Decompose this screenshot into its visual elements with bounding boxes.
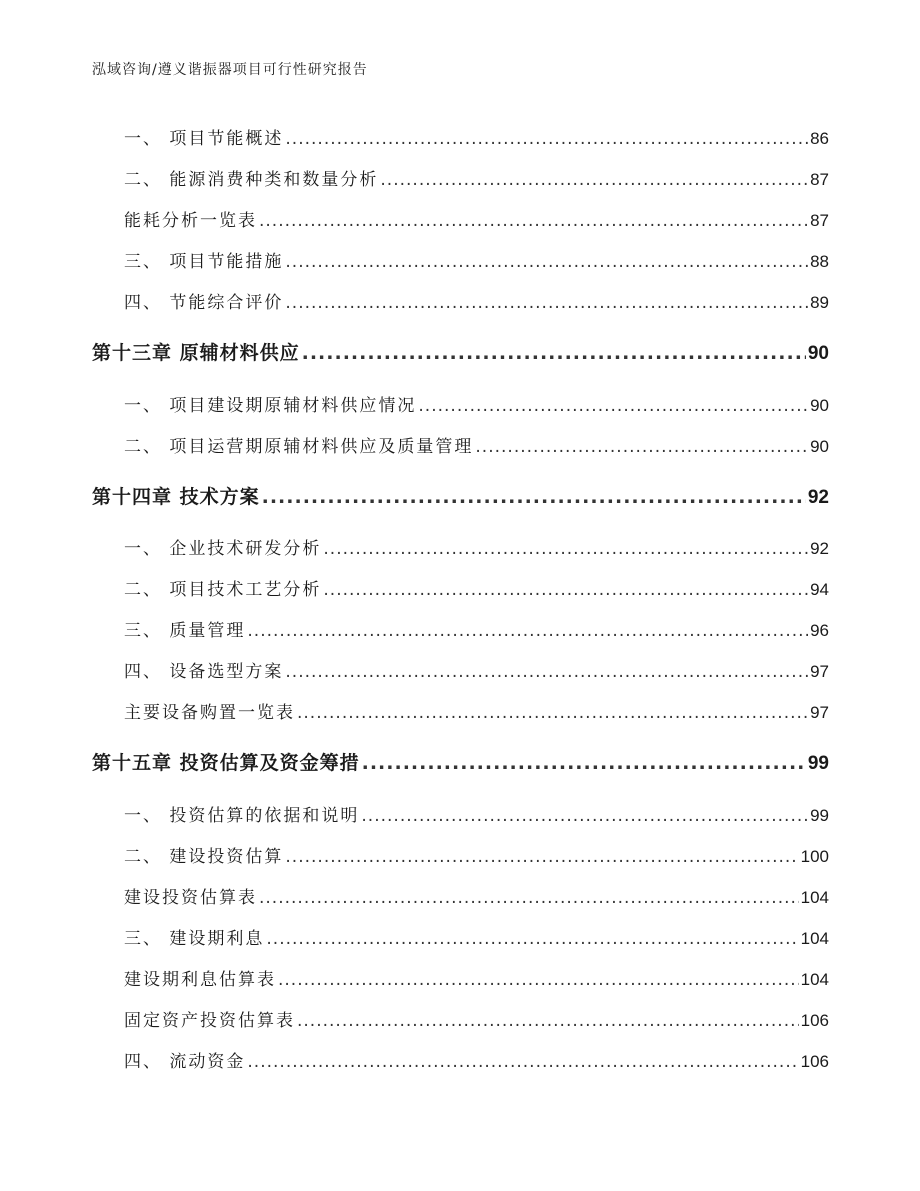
toc-entry[interactable]: [92, 842, 829, 867]
toc-entry-title: 一、 投资估算的依据和说明: [124, 806, 360, 826]
dot-leader: [380, 170, 808, 190]
toc-entry[interactable]: [92, 1047, 829, 1072]
dot-leader: [323, 539, 808, 559]
toc-entry[interactable]: [92, 883, 829, 908]
toc-entry[interactable]: [92, 165, 829, 190]
dot-leader: [302, 342, 806, 364]
dot-leader: [297, 703, 808, 723]
toc-entry-title: 四、 节能综合评价: [124, 293, 284, 313]
toc-entry-title: 四、 流动资金: [124, 1052, 246, 1072]
dot-leader: [285, 252, 808, 272]
toc-chapter-title: 第十四章 技术方案: [92, 486, 260, 508]
toc-entry-title: 二、 能源消费种类和数量分析: [124, 170, 379, 190]
toc-entry-page: 92: [810, 539, 829, 558]
toc-entry[interactable]: [92, 124, 829, 149]
toc-entry-title: 三、 质量管理: [124, 621, 246, 641]
dot-leader: [475, 437, 808, 457]
dot-leader: [247, 621, 808, 641]
toc-entry[interactable]: [92, 575, 829, 600]
dot-leader: [361, 806, 808, 826]
toc-entry-page: 106: [800, 1052, 829, 1071]
toc-entry-page: 87: [810, 211, 829, 230]
toc-entry-page: 87: [810, 170, 829, 189]
toc-entry[interactable]: [92, 965, 829, 990]
dot-leader: [259, 888, 799, 908]
dot-leader: [297, 1011, 799, 1031]
toc-chapter-entry[interactable]: [92, 338, 829, 365]
toc-entry-page: 86: [810, 129, 829, 148]
toc-entry-page: 104: [800, 929, 829, 948]
toc-entry-title: 二、 项目运营期原辅材料供应及质量管理: [124, 437, 474, 457]
toc-chapter-entry[interactable]: [92, 748, 829, 775]
toc-entry-title: 二、 建设投资估算: [124, 847, 284, 867]
toc-chapter-page: 92: [807, 487, 829, 508]
dot-leader: [247, 1052, 798, 1072]
dot-leader: [259, 211, 808, 231]
toc-entry-page: 97: [810, 703, 829, 722]
toc-entry[interactable]: [92, 616, 829, 641]
toc-entry-title: 固定资产投资估算表: [124, 1011, 295, 1031]
toc-entry-title: 一、 企业技术研发分析: [124, 539, 322, 559]
toc-entry-page: 100: [800, 847, 829, 866]
toc-entry-title: 主要设备购置一览表: [124, 703, 295, 723]
dot-leader: [285, 293, 808, 313]
toc-chapter-page: 99: [807, 753, 829, 774]
toc-chapter-title: 第十三章 原辅材料供应: [92, 342, 300, 364]
toc-entry[interactable]: [92, 801, 829, 826]
toc-entry-page: 94: [810, 580, 829, 599]
toc-entry[interactable]: [92, 924, 829, 949]
dot-leader: [285, 847, 798, 867]
toc-entry-page: 88: [810, 252, 829, 271]
toc-entry-title: 能耗分析一览表: [124, 211, 257, 231]
toc-entry-title: 一、 项目建设期原辅材料供应情况: [124, 396, 417, 416]
toc-entry-title: 一、 项目节能概述: [124, 129, 284, 149]
toc-entry-page: 104: [800, 970, 829, 989]
table-of-contents: [92, 0, 829, 1191]
toc-chapter-title: 第十五章 投资估算及资金筹措: [92, 752, 360, 774]
dot-leader: [362, 752, 806, 774]
toc-entry-page: 97: [810, 662, 829, 681]
toc-entry-page: 99: [810, 806, 829, 825]
dot-leader: [285, 129, 808, 149]
page-header: 泓域咨询/遵义谐振器项目可行性研究报告: [92, 62, 368, 78]
toc-entry-page: 90: [810, 396, 829, 415]
toc-chapter-entry[interactable]: [92, 482, 829, 509]
toc-entry[interactable]: [92, 657, 829, 682]
toc-entry-title: 三、 项目节能措施: [124, 252, 284, 272]
dot-leader: [278, 970, 799, 990]
toc-entry-page: 90: [810, 437, 829, 456]
toc-entry-title: 二、 项目技术工艺分析: [124, 580, 322, 600]
toc-entry[interactable]: [92, 206, 829, 231]
toc-entry[interactable]: [92, 247, 829, 272]
dot-leader: [418, 396, 808, 416]
dot-leader: [323, 580, 808, 600]
toc-entry-title: 三、 建设期利息: [124, 929, 265, 949]
toc-entry-page: 106: [800, 1011, 829, 1030]
toc-entry[interactable]: [92, 698, 829, 723]
dot-leader: [262, 486, 806, 508]
toc-entry[interactable]: [92, 391, 829, 416]
toc-entry-page: 96: [810, 621, 829, 640]
dot-leader: [285, 662, 808, 682]
toc-entry-title: 建设期利息估算表: [124, 970, 276, 990]
toc-entry-title: 建设投资估算表: [124, 888, 257, 908]
dot-leader: [266, 929, 798, 949]
toc-entry-page: 89: [810, 293, 829, 312]
toc-entry-title: 四、 设备选型方案: [124, 662, 284, 682]
toc-chapter-page: 90: [807, 343, 829, 364]
toc-entry[interactable]: [92, 432, 829, 457]
toc-entry-page: 104: [800, 888, 829, 907]
toc-entry[interactable]: [92, 1006, 829, 1031]
toc-entry[interactable]: [92, 288, 829, 313]
toc-entry[interactable]: [92, 534, 829, 559]
